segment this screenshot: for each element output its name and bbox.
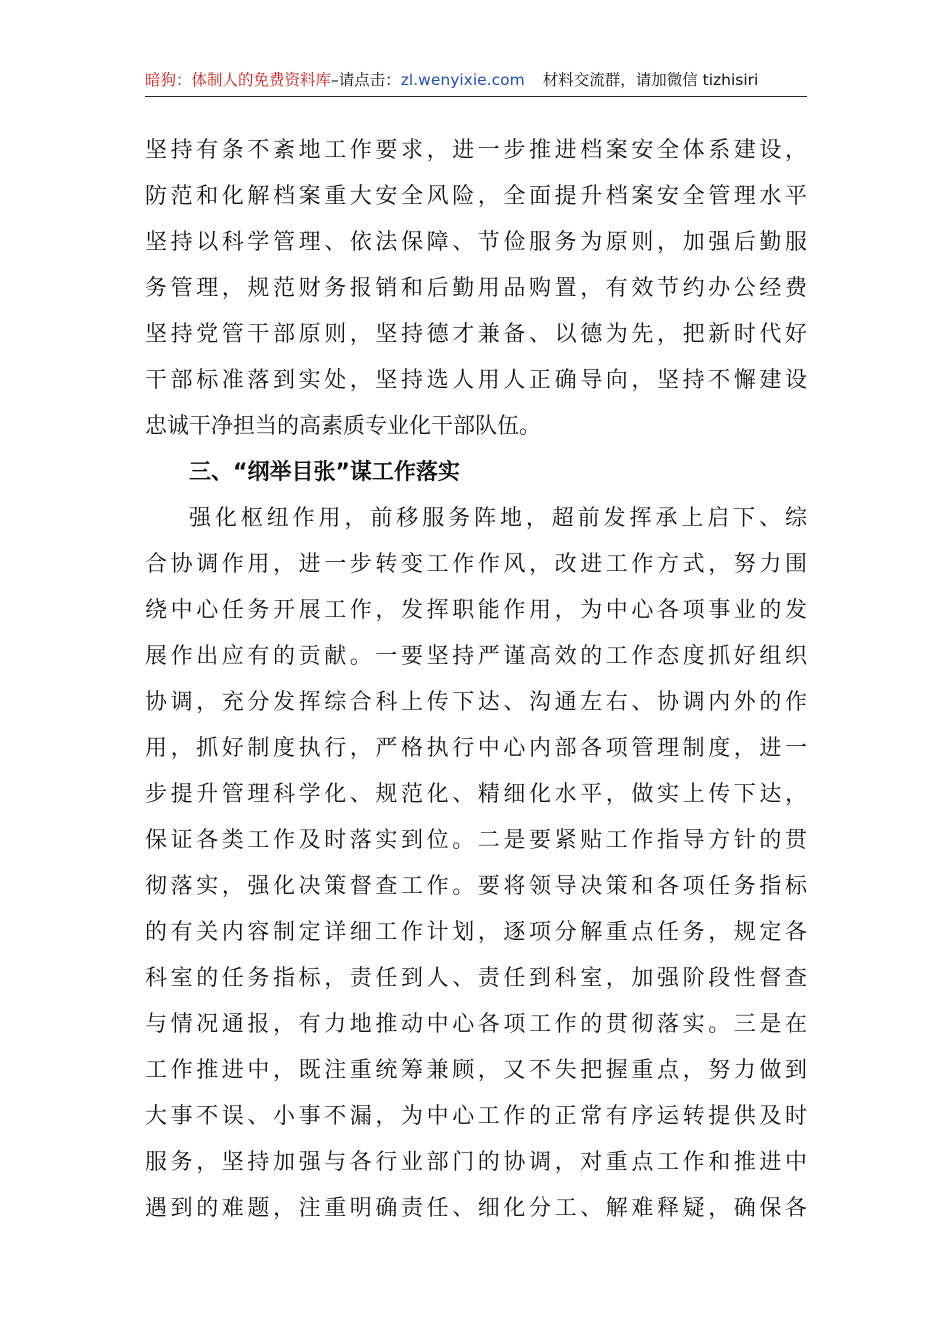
header-site-title: 暗狗：体制人的免费资料库 xyxy=(145,71,332,89)
header-link[interactable]: zl.wenyixie.com xyxy=(400,71,525,89)
header-click-prompt: –请点击： xyxy=(331,71,401,89)
text-line: 彻落实，强化决策督查工作。要将领导决策和各项任务指标 xyxy=(145,874,807,899)
section-heading: 三、“纲举目张”谋工作落实 xyxy=(189,460,460,485)
text-line: 用，抓好制度执行，严格执行中心内部各项管理制度，进一 xyxy=(145,736,807,761)
text-line: 合协调作用，进一步转变工作作风，改进工作方式，努力围 xyxy=(145,552,807,577)
text-line: 务管理，规范财务报销和后勤用品购置，有效节约办公经费 xyxy=(145,276,807,301)
text-line: 绕中心任务开展工作，发挥职能作用，为中心各项事业的发 xyxy=(145,598,807,623)
text-line: 服务，坚持加强与各行业部门的协调，对重点工作和推进中 xyxy=(145,1150,807,1175)
text-line: 坚持以科学管理、依法保障、节俭服务为原则，加强后勤服 xyxy=(145,230,807,255)
text-line: 的有关内容制定详细工作计划，逐项分解重点任务，规定各 xyxy=(145,920,807,945)
page-header xyxy=(145,66,807,97)
text-line: 与情况通报，有力地推动中心各项工作的贯彻落实。三是在 xyxy=(145,1012,807,1037)
text-line: 防范和化解档案重大安全风险，全面提升档案安全管理水平 xyxy=(145,184,807,209)
text-line: 坚持党管干部原则，坚持德才兼备、以德为先，把新时代好 xyxy=(145,322,807,347)
text-line: 大事不误、小事不漏，为中心工作的正常有序运转提供及时 xyxy=(145,1104,807,1129)
text-line: 干部标准落到实处，坚持选人用人正确导向，坚持不懈建设 xyxy=(145,368,807,393)
text-line: 协调，充分发挥综合科上传下达、沟通左右、协调内外的作 xyxy=(145,690,807,715)
text-line: 步提升管理科学化、规范化、精细化水平，做实上传下达， xyxy=(145,782,807,807)
text-line: 遇到的难题，注重明确责任、细化分工、解难释疑，确保各 xyxy=(145,1196,807,1221)
text-line: 强化枢纽作用，前移服务阵地，超前发挥承上启下、综 xyxy=(189,506,807,531)
text-line: 科室的任务指标，责任到人、责任到科室，加强阶段性督查 xyxy=(145,966,807,991)
text-line: 忠诚干净担当的高素质专业化干部队伍。 xyxy=(145,414,542,439)
text-line: 工作推进中，既注重统筹兼顾，又不失把握重点，努力做到 xyxy=(145,1058,807,1083)
header-group-text: 材料交流群，请加微信 tizhisiri xyxy=(542,71,759,89)
text-line: 展作出应有的贡献。一要坚持严谨高效的工作态度抓好组织 xyxy=(145,644,807,669)
text-line: 坚持有条不紊地工作要求，进一步推进档案安全体系建设， xyxy=(145,138,807,163)
document-body xyxy=(145,128,807,1232)
text-line: 保证各类工作及时落实到位。二是要紧贴工作指导方针的贯 xyxy=(145,828,807,853)
